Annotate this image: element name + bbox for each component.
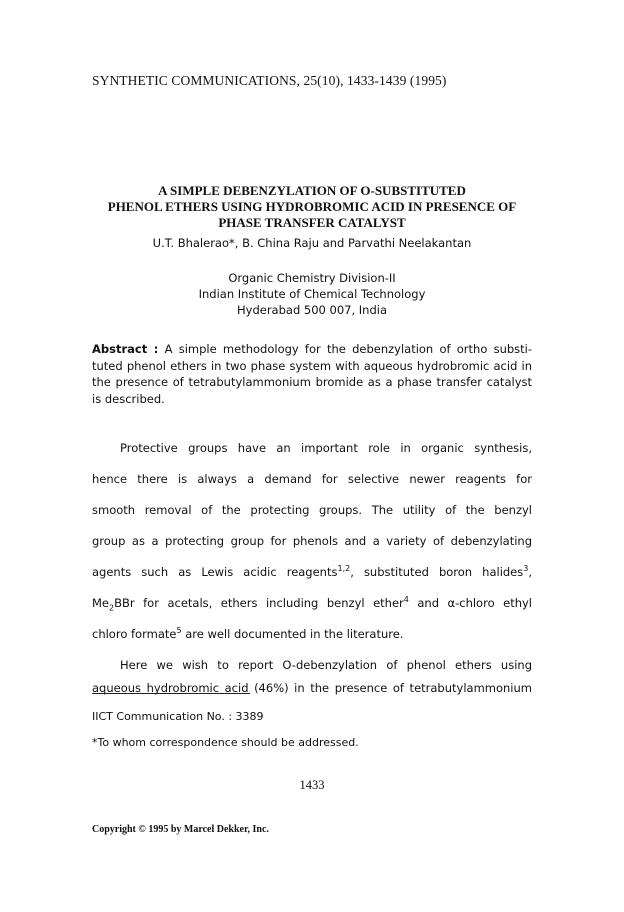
page-number: 1433 xyxy=(299,778,325,792)
authors: U.T. Bhalerao*, B. China Raju and Parvathi Neelakantan xyxy=(152,236,472,250)
body-line: aqueous hydrobromic acid (46%) in the presence of tetrabutylammonium xyxy=(92,681,532,695)
journal-header: SYNTHETIC COMMUNICATIONS, 25(10), 1433-1439 (1995) xyxy=(92,73,447,88)
subscript: 2 xyxy=(109,603,115,613)
text-run: agents such as Lewis acidic reagents xyxy=(92,565,338,579)
reference-superscript: 3 xyxy=(523,564,529,574)
footnote-correspondence: *To whom correspondence should be addressed. xyxy=(92,736,359,749)
footnote-communication: IICT Communication No. : 3389 xyxy=(92,710,264,723)
affiliation xyxy=(60,270,564,318)
body-line: Here we wish to report O-debenzylation of phenol ethers using xyxy=(120,658,532,672)
copyright: Copyright © 1995 by Marcel Dekker, Inc. xyxy=(92,824,269,835)
title-line-2: PHENOL ETHERS USING HYDROBROMIC ACID IN PRESENCE OF xyxy=(107,199,517,214)
abstract-label: Abstract : xyxy=(92,342,159,356)
article-title xyxy=(60,183,564,231)
text-run: chloro formate xyxy=(92,627,177,641)
text-run: , xyxy=(528,565,533,579)
body-line: group as a protecting group for phenols and a variety of debenzylating xyxy=(92,534,532,548)
affiliation-line-2: Indian Institute of Chemical Technology xyxy=(198,287,426,301)
text-run: and α-chloro ethyl xyxy=(408,596,532,610)
body-line: hence there is always a demand for selective newer reagents for xyxy=(92,472,532,486)
footnote-divider xyxy=(92,693,250,694)
reference-superscript: 5 xyxy=(176,626,182,636)
abstract xyxy=(92,341,532,407)
title-line-1: A SIMPLE DEBENZYLATION OF O-SUBSTITUTED xyxy=(158,183,466,198)
reference-superscript: 1,2 xyxy=(337,564,351,574)
text-run: BBr for acetals, ethers including benzyl ether xyxy=(114,596,404,610)
body-line xyxy=(92,594,532,612)
affiliation-line-1: Organic Chemistry Division-II xyxy=(228,271,396,285)
affiliation-line-3: Hyderabad 500 007, India xyxy=(237,303,387,317)
body-line xyxy=(92,563,532,581)
body-line: smooth removal of the protecting groups. The utility of the benzyl xyxy=(92,503,532,517)
body-line: Protective groups have an important role in organic synthesis, xyxy=(120,441,532,455)
text-run: are well documented in the literature. xyxy=(181,627,404,641)
text-run: Me xyxy=(92,596,109,610)
text-run: , substituted boron halides xyxy=(350,565,524,579)
body-line xyxy=(92,625,532,643)
abstract-text: A simple methodology for the debenzylation of ortho substi-tuted phenol ethers in two phase system with aqueous hydrobromic acid in the presence of tetrabutylammonium bromide as a phase transfer catalyst is described. xyxy=(92,342,533,406)
reference-superscript: 4 xyxy=(403,595,409,605)
title-line-3: PHASE TRANSFER CATALYST xyxy=(218,215,406,230)
